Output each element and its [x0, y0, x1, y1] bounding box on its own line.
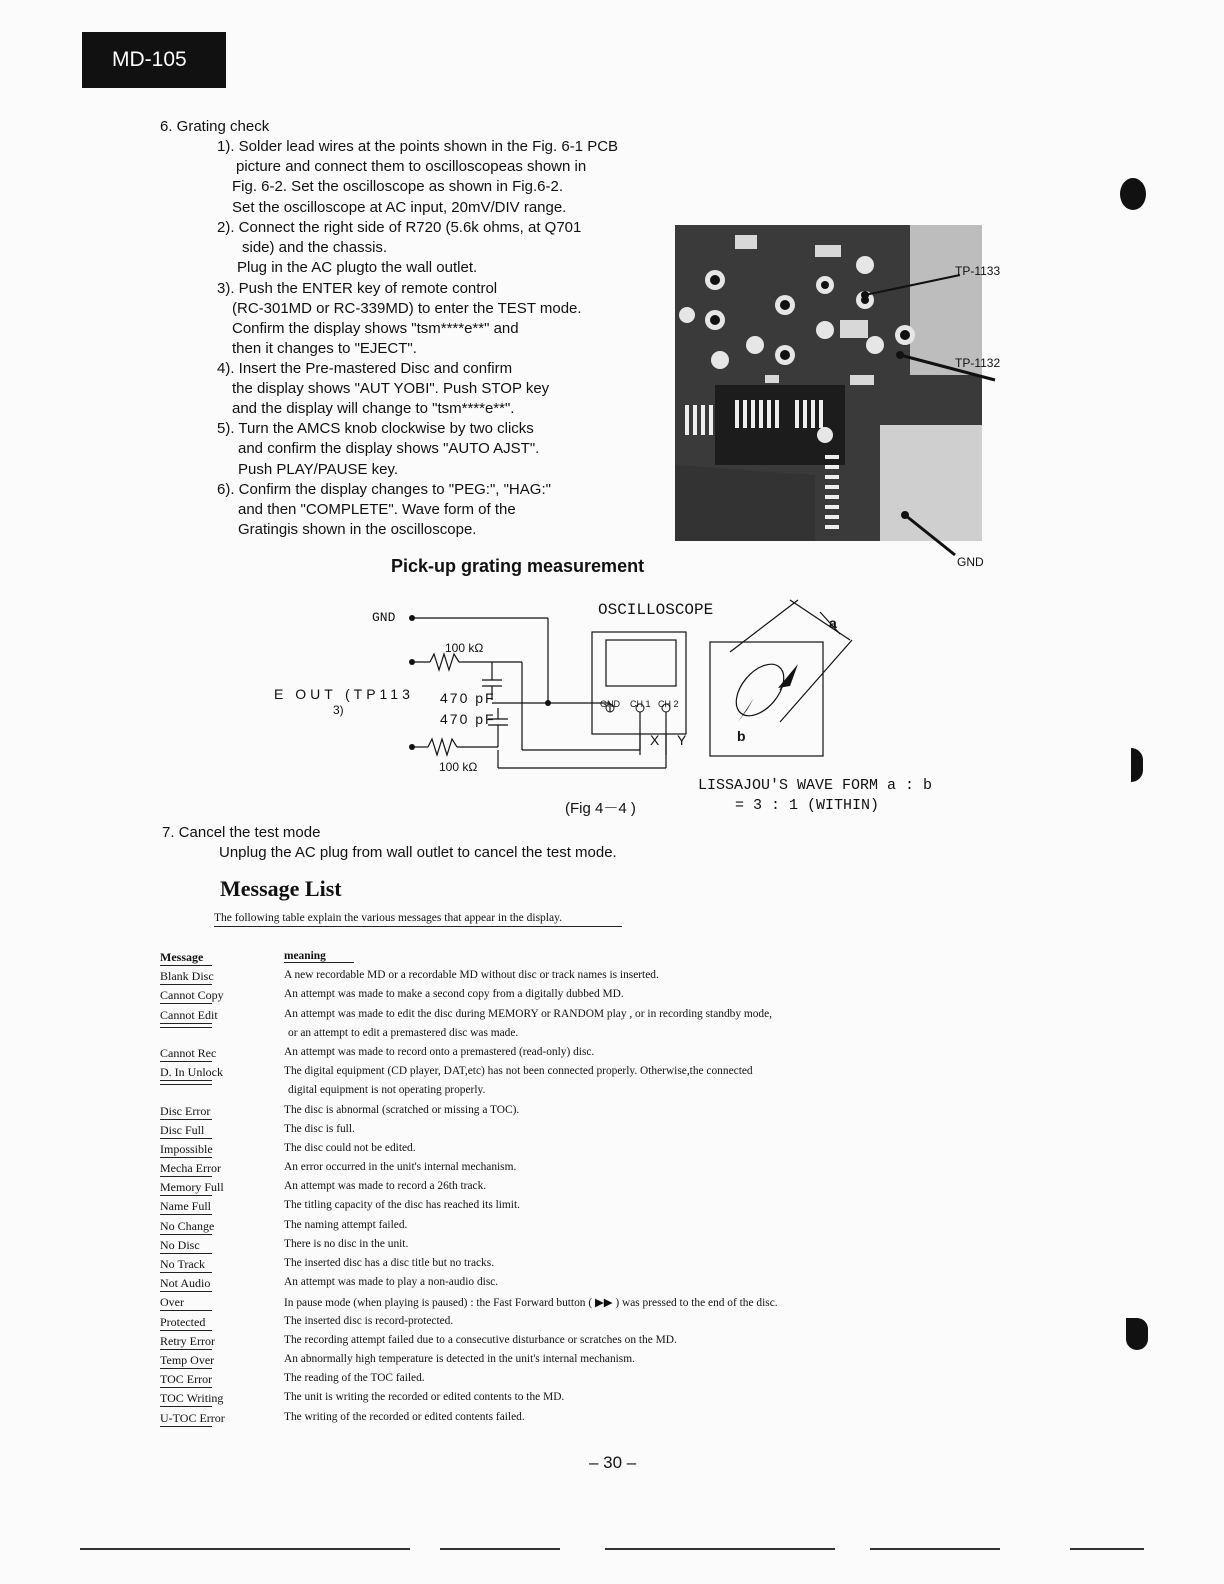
- s6-line: Gratingis shown in the oscilloscope.: [238, 521, 477, 538]
- footer-rule: [1070, 1548, 1144, 1550]
- meaning-cell: The titling capacity of the disc has reached its limit.: [284, 1199, 520, 1212]
- table-row: [160, 1391, 860, 1410]
- table-row: [160, 1353, 860, 1372]
- diagram-c1: 470 pF: [440, 690, 496, 706]
- footer-rule: [440, 1548, 560, 1550]
- table-row: [160, 1315, 860, 1334]
- diagram-title: Pick-up grating measurement: [391, 556, 645, 576]
- scope-ch2-label: CH 2: [658, 699, 679, 709]
- message-cell: U-TOC Error: [160, 1410, 225, 1425]
- scope-ch1-label: CH 1: [630, 699, 651, 709]
- message-cell: Not Audio: [160, 1276, 211, 1291]
- table-row: [160, 1180, 860, 1199]
- s6-line: and the display will change to "tsm****e**".: [232, 400, 515, 417]
- scope-x-label: X: [650, 732, 660, 748]
- scope-y-label: Y: [677, 732, 687, 748]
- message-cell: TOC Error: [160, 1372, 213, 1387]
- s6-line: Plug in the AC plugto the wall outlet.: [237, 259, 478, 276]
- meaning-cell: or an attempt to edit a premastered disc was made.: [288, 1026, 519, 1039]
- s6-line: 5). Turn the AMCS knob clockwise by two clicks: [217, 420, 534, 437]
- message-cell: D. In Unlock: [160, 1065, 223, 1080]
- diagram-gnd: GND: [372, 610, 396, 625]
- message-cell: No Change: [160, 1218, 215, 1233]
- meaning-cell: An abnormally high temperature is detected in the unit's internal mechanism.: [284, 1352, 635, 1365]
- table-row: [160, 1372, 860, 1391]
- meaning-cell: An attempt was made to make a second copy from a digitally dubbed MD.: [284, 988, 624, 1001]
- table-row: [160, 1276, 860, 1295]
- table-row: [160, 1008, 860, 1027]
- meaning-cell: The disc is full.: [284, 1122, 355, 1135]
- table-row: [160, 1199, 860, 1218]
- table-row: [160, 1411, 860, 1430]
- meaning-cell: An error occurred in the unit's internal mechanism.: [284, 1161, 517, 1174]
- table-row: [160, 1238, 860, 1257]
- diagram-tp2: 3): [333, 703, 344, 717]
- tp1132-label: TP-1132: [955, 356, 1001, 370]
- meaning-cell: The disc is abnormal (scratched or missing a TOC).: [284, 1103, 520, 1116]
- table-row: [160, 1219, 860, 1238]
- meaning-cell: An attempt was made to record a 26th track.: [284, 1180, 487, 1193]
- s6-line: 6). Confirm the display changes to "PEG:", "HAG:": [217, 481, 551, 498]
- message-cell: Cannot Rec: [160, 1045, 217, 1060]
- table-header: [160, 950, 860, 969]
- s6-line: and then "COMPLETE". Wave form of the: [238, 501, 516, 518]
- table-row: [160, 969, 860, 988]
- footer-rule: [870, 1548, 1000, 1550]
- table-row: [160, 1027, 860, 1046]
- footer-rule: [605, 1548, 835, 1550]
- message-cell: No Disc: [160, 1238, 212, 1254]
- section-7-title: 7. Cancel the test mode: [162, 824, 321, 841]
- table-row: [160, 1046, 860, 1065]
- s6-line: Confirm the display shows "tsm****e**" and: [232, 320, 519, 337]
- model-badge: [82, 32, 226, 88]
- message-list-intro: The following table explain the various messages that appear in the display.: [214, 912, 622, 927]
- lissajous-a-label: a: [829, 615, 837, 631]
- s6-line: Fig. 6-2. Set the oscilloscope as shown in Fig.6-2.: [232, 178, 563, 195]
- section-7-text: Unplug the AC plug from wall outlet to cancel the test mode.: [219, 844, 617, 861]
- table-row: [160, 1084, 860, 1103]
- s6-line: Push PLAY/PAUSE key.: [238, 461, 399, 478]
- table-row: [160, 1295, 860, 1314]
- message-cell: [160, 1027, 212, 1028]
- meaning-cell: The inserted disc is record-protected.: [284, 1314, 454, 1327]
- message-cell: Mecha Error: [160, 1161, 221, 1176]
- tp1133-label: TP-1133: [955, 264, 1001, 278]
- message-cell: TOC Writing: [160, 1391, 224, 1406]
- message-cell: Memory Full: [160, 1180, 224, 1195]
- meaning-cell: An attempt was made to edit the disc during MEMORY or RANDOM play , or in recording standby mode,: [284, 1007, 773, 1020]
- s6-line: side) and the chassis.: [242, 239, 388, 256]
- message-cell: Disc Full: [160, 1123, 212, 1139]
- meaning-cell: digital equipment is not operating properly.: [288, 1084, 486, 1097]
- table-row: [160, 1104, 860, 1123]
- message-table: [160, 950, 860, 1430]
- section-6-title: 6. Grating check: [160, 118, 270, 135]
- meaning-cell: A new recordable MD or a recordable MD without disc or track names is inserted.: [284, 969, 659, 982]
- lissajous-caption: LISSAJOU'S WAVE FORM a : b: [698, 777, 933, 794]
- meaning-cell: The recording attempt failed due to a consecutive disturbance or scratches on the MD.: [284, 1333, 677, 1346]
- message-cell: Blank Disc: [160, 969, 214, 984]
- fig-label: (Fig 4－4 ): [565, 800, 636, 817]
- table-row: [160, 1123, 860, 1142]
- col-message-header: Message: [160, 950, 212, 966]
- message-cell: [160, 1084, 212, 1085]
- message-cell: Retry Error: [160, 1333, 215, 1348]
- meaning-cell: An attempt was made to record onto a premastered (read-only) disc.: [284, 1045, 595, 1058]
- s6-line: then it changes to "EJECT".: [232, 340, 417, 357]
- scope-gnd-label: GND: [600, 699, 620, 709]
- message-cell: Protected: [160, 1315, 212, 1331]
- s6-line: 4). Insert the Pre-mastered Disc and confirm: [217, 360, 513, 377]
- meaning-cell: An attempt was made to play a non-audio disc.: [284, 1276, 499, 1289]
- diagram-eout: E OUT: [274, 686, 337, 702]
- diagram-oscilloscope: OSCILLOSCOPE: [598, 601, 714, 619]
- binding-hole-mark: [1120, 178, 1146, 210]
- table-row: [160, 1257, 860, 1276]
- message-cell: Impossible: [160, 1141, 213, 1156]
- diagram-tp: (TP113: [345, 686, 414, 702]
- s6-line: 2). Connect the right side of R720 (5.6k ohms, at Q701: [217, 219, 582, 236]
- meaning-cell: The writing of the recorded or edited contents failed.: [284, 1410, 525, 1423]
- table-row: [160, 1334, 860, 1353]
- message-cell: Name Full: [160, 1199, 211, 1214]
- footer-rule: [80, 1548, 410, 1550]
- diagram-r2: 100 kΩ: [439, 760, 478, 774]
- message-cell: Cannot Edit: [160, 1007, 218, 1022]
- meaning-cell: The unit is writing the recorded or edited contents to the MD.: [284, 1391, 565, 1404]
- meaning-cell: The disc could not be edited.: [284, 1141, 416, 1154]
- binding-hole-mark: [1126, 1318, 1148, 1350]
- message-list-title: Message List: [220, 876, 342, 901]
- s6-line: and confirm the display shows "AUTO AJST".: [238, 440, 540, 457]
- s6-line: 1). Solder lead wires at the points shown in the Fig. 6-1 PCB: [217, 138, 619, 155]
- photo-leader-lines: [850, 250, 1010, 570]
- lissajous-ratio: = 3 : 1 (WITHIN): [735, 797, 880, 814]
- s6-line: the display shows "AUT YOBI". Push STOP key: [232, 380, 550, 397]
- diagram-r1: 100 kΩ: [445, 641, 484, 655]
- message-cell: Temp Over: [160, 1352, 215, 1367]
- lissajous-b-label: b: [737, 728, 746, 744]
- table-row: [160, 1142, 860, 1161]
- s6-line: (RC-301MD or RC-339MD) to enter the TEST mode.: [232, 300, 582, 317]
- meaning-cell: The digital equipment (CD player, DAT,etc) has not been connected properly. Otherwise,the connected: [284, 1065, 753, 1078]
- message-cell: Over: [160, 1295, 212, 1311]
- s6-line: picture and connect them to oscilloscopeas shown in: [236, 158, 587, 175]
- binding-hole-mark: [1131, 748, 1143, 782]
- page-number: – 30 –: [589, 1453, 637, 1472]
- message-cell: Disc Error: [160, 1103, 211, 1118]
- meaning-cell: There is no disc in the unit.: [284, 1237, 409, 1250]
- meaning-cell: In pause mode (when playing is paused) : the Fast Forward button ( ▶▶ ) was pressed to the end of the disc.: [284, 1297, 778, 1310]
- message-cell: Cannot Copy: [160, 988, 224, 1003]
- meaning-cell: The reading of the TOC failed.: [284, 1372, 425, 1385]
- col-meaning-header: meaning: [284, 950, 354, 963]
- meaning-cell: The naming attempt failed.: [284, 1218, 408, 1231]
- diagram-c2: 470 pF: [440, 711, 496, 727]
- table-row: [160, 988, 860, 1007]
- message-cell: No Track: [160, 1257, 212, 1273]
- model-label: MD-105: [112, 48, 187, 71]
- s6-line: 3). Push the ENTER key of remote control: [217, 280, 498, 297]
- table-row: [160, 1065, 860, 1084]
- s6-line: Set the oscilloscope at AC input, 20mV/DIV range.: [232, 199, 567, 216]
- table-row: [160, 1161, 860, 1180]
- meaning-cell: The inserted disc has a disc title but no tracks.: [284, 1257, 495, 1269]
- photo-gnd-label: GND: [957, 555, 984, 569]
